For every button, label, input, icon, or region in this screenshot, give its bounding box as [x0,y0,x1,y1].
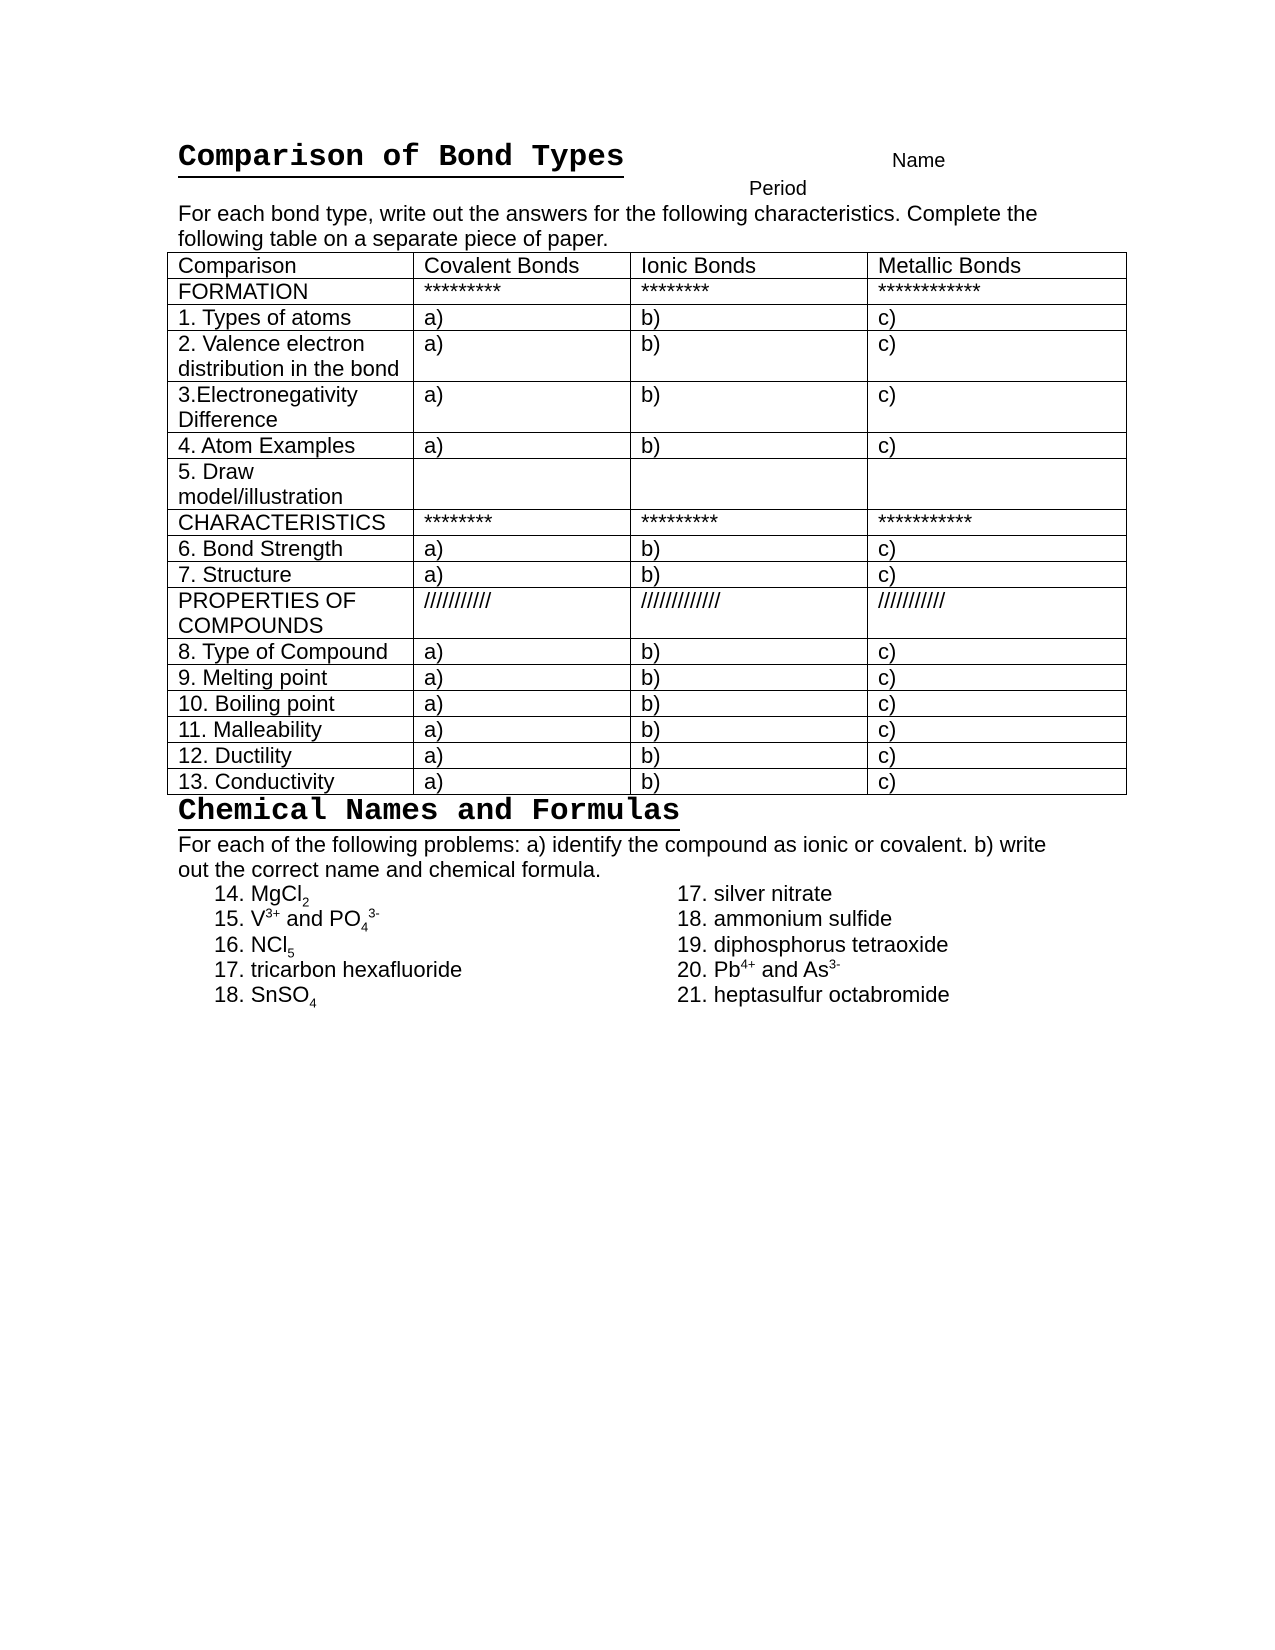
table-cell: c) [868,536,1127,562]
table-row [168,459,1127,510]
table-cell: c) [868,331,1127,382]
problem-text: tricarbon hexafluoride [250,956,463,982]
problem-number: 20. [677,956,708,982]
table-cell: a) [414,743,631,769]
table-cell: b) [631,743,868,769]
problem-text: diphosphorus tetraoxide [713,931,949,957]
table-row [168,769,1127,795]
table-row [168,331,1127,382]
table-cell: c) [868,433,1127,459]
problem-item [677,881,950,906]
table-cell: b) [631,331,868,382]
table-row [168,639,1127,665]
table-header-row [168,253,1127,279]
table-cell: a) [414,717,631,743]
table-row [168,588,1127,639]
problem-text: heptasulfur octabromide [713,982,950,1008]
table-cell: *********** [868,510,1127,536]
table-cell: a) [414,562,631,588]
table-cell: a) [414,665,631,691]
table-row [168,382,1127,433]
problem-text: SnSO [250,982,310,1008]
problem-item [677,906,950,931]
table-cell: b) [631,769,868,795]
table-cell: a) [414,691,631,717]
table-cell [868,459,1127,510]
problem-item [214,905,462,935]
table-cell: b) [631,562,868,588]
table-cell: b) [631,717,868,743]
table-cell: a) [414,433,631,459]
table-row [168,510,1127,536]
problem-item [214,931,462,960]
table-row [168,665,1127,691]
problem-text: and As [755,956,829,982]
problem-text: NCl [250,931,288,957]
problem-text: Pb [713,956,741,982]
problem-number: 21. [677,982,708,1008]
row-label: 12. Ductility [168,743,414,769]
column-header: Metallic Bonds [868,253,1127,279]
row-label: 1. Types of atoms [168,305,414,331]
table-row [168,717,1127,743]
table-row [168,691,1127,717]
table-row [168,433,1127,459]
table-row [168,279,1127,305]
row-label: 8. Type of Compound [168,639,414,665]
problem-number: 18. [214,982,245,1008]
section-title: Chemical Names and Formulas [178,794,681,829]
table-cell: /////////// [414,588,631,639]
superscript: 3- [828,956,841,972]
instructions: For each bond type, write out the answers for the following characteristics. Complete the following table on a separate piece of paper. [178,201,1038,251]
problem-number: 14. [214,881,245,906]
table-cell: c) [868,639,1127,665]
subscript: 4 [360,919,369,935]
period-label: Period [749,178,807,200]
problem-list-left [214,881,463,1011]
row-label: 6. Bond Strength [168,536,414,562]
table-cell: ******** [414,510,631,536]
table-cell: c) [868,769,1127,795]
table-cell: a) [414,331,631,382]
problem-list-right [677,881,950,1007]
table-cell: b) [631,691,868,717]
problem-item [214,957,462,982]
row-label: 11. Malleability [168,717,414,743]
problem-number: 19. [677,931,708,957]
table-cell: c) [868,382,1127,433]
problem-item [677,932,950,957]
column-header: Ionic Bonds [631,253,868,279]
problem-text: and PO [280,906,361,932]
problem-number: 17. [214,956,245,982]
row-label: 7. Structure [168,562,414,588]
table-cell: a) [414,536,631,562]
row-label: FORMATION [168,279,414,305]
column-header: Covalent Bonds [414,253,631,279]
table-cell: ******** [631,279,868,305]
problem-text: MgCl [250,881,303,906]
table-cell: a) [414,639,631,665]
table-cell: c) [868,743,1127,769]
table-cell: a) [414,382,631,433]
table-row [168,743,1127,769]
subscript: 5 [287,944,295,960]
table-cell: ********* [414,279,631,305]
problem-number: 15. [214,906,245,932]
table-cell: b) [631,665,868,691]
row-label: CHARACTERISTICS [168,510,414,536]
column-header: Comparison [168,253,414,279]
superscript: 4+ [740,956,756,972]
table-cell: b) [631,536,868,562]
table-cell: /////////// [868,588,1127,639]
table-cell [414,459,631,510]
problem-text: silver nitrate [713,881,833,906]
row-label: PROPERTIES OF COMPOUNDS [168,588,414,639]
bond-comparison-table [167,252,1127,795]
problem-text: ammonium sulfide [713,906,893,932]
table-cell: c) [868,665,1127,691]
problem-number: 17. [677,881,708,906]
section-instructions: For each of the following problems: a) identify the compound as ionic or covalent. b) write out the correct name and chemical formula. [178,832,1047,882]
row-label: 13. Conductivity [168,769,414,795]
table-cell: b) [631,639,868,665]
row-label: 4. Atom Examples [168,433,414,459]
table-cell [631,459,868,510]
superscript: 3+ [265,905,281,921]
problem-item [214,982,462,1011]
table-cell: c) [868,305,1127,331]
subscript: 4 [309,995,317,1011]
name-label: Name [892,150,946,172]
table-cell: ********* [631,510,868,536]
table-cell: a) [414,305,631,331]
table-row [168,562,1127,588]
problem-item [214,881,462,910]
table-cell: b) [631,305,868,331]
row-label: 3.Electronegativity Difference [168,382,414,433]
superscript: 3- [368,905,380,921]
row-label: 2. Valence electron distribution in the bond [168,331,414,382]
table-cell: b) [631,382,868,433]
problem-number: 18. [677,906,708,932]
row-label: 5. Draw model/illustration [168,459,414,510]
table-cell: c) [868,691,1127,717]
problem-text: V [250,906,266,932]
problem-item [677,982,950,1007]
page-title: Comparison of Bond Types [178,140,624,178]
table-cell: c) [868,562,1127,588]
problem-number: 16. [214,931,245,957]
problem-item [677,957,950,982]
table-row [168,536,1127,562]
row-label: 10. Boiling point [168,691,414,717]
table-cell: b) [631,433,868,459]
table-cell: a) [414,769,631,795]
table-cell: c) [868,717,1127,743]
table-cell: ///////////// [631,588,868,639]
subscript: 2 [302,894,310,910]
table-cell: ************ [868,279,1127,305]
table-row [168,305,1127,331]
row-label: 9. Melting point [168,665,414,691]
